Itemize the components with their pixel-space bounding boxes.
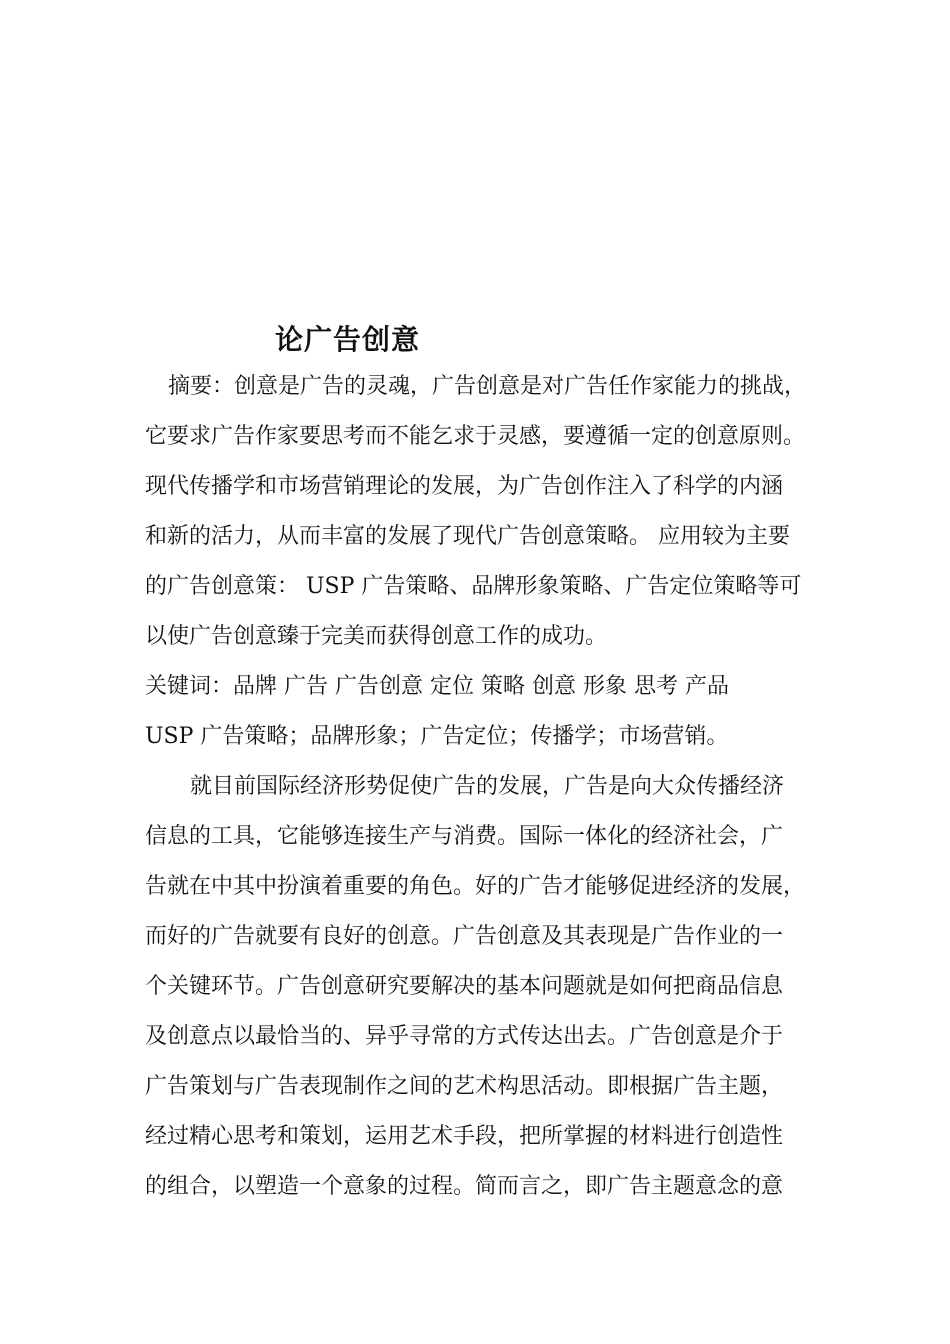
abstract-line: 的广告创意策： USP 广告策略、品牌形象策略、广告定位策略等可 bbox=[145, 574, 802, 599]
body-paragraph-line: 而好的广告就要有良好的创意。广告创意及其表现是广告作业的一 bbox=[145, 924, 784, 949]
document-title: 论广告创意 bbox=[275, 323, 421, 356]
body-paragraph-line: 广告策划与广告表现制作之间的艺术构思活动。即根据广告主题， bbox=[145, 1074, 784, 1099]
body-paragraph-line: 告就在中其中扮演着重要的角色。好的广告才能够促进经济的发展， bbox=[145, 874, 806, 899]
body-paragraph-line: 及创意点以最恰当的、异乎寻常的方式传达出去。广告创意是介于 bbox=[145, 1024, 784, 1049]
keyword-line: USP 广告策略；品牌形象；广告定位；传播学；市场营销。 bbox=[145, 724, 729, 749]
body-paragraph-line: 信息的工具，它能够连接生产与消费。国际一体化的经济社会，广 bbox=[145, 824, 784, 849]
abstract-line: 现代传播学和市场营销理论的发展，为广告创作注入了科学的内涵 bbox=[145, 474, 784, 499]
abstract-line: 它要求广告作家要思考而不能乞求于灵感，要遵循一定的创意原则。 bbox=[145, 424, 806, 449]
abstract-line: 和新的活力，从而丰富的发展了现代广告创意策略。 应用较为主要 bbox=[145, 524, 790, 549]
keyword-line: 关键词：品牌 广告 广告创意 定位 策略 创意 形象 思考 产品 bbox=[145, 674, 729, 699]
body-paragraph-line: 就目前国际经济形势促使广告的发展，广告是向大众传播经济 bbox=[190, 774, 785, 799]
abstract-line: 摘要：创意是广告的灵魂，广告创意是对广告任作家能力的挑战， bbox=[168, 374, 807, 399]
body-paragraph-line: 的组合，以塑造一个意象的过程。简而言之，即广告主题意念的意 bbox=[145, 1174, 784, 1199]
abstract-line: 以使广告创意臻于完美而获得创意工作的成功。 bbox=[145, 624, 608, 649]
body-paragraph-line: 个关键环节。广告创意研究要解决的基本问题就是如何把商品信息 bbox=[145, 974, 784, 999]
body-paragraph-line: 经过精心思考和策划，运用艺术手段，把所掌握的材料进行创造性 bbox=[145, 1124, 784, 1149]
